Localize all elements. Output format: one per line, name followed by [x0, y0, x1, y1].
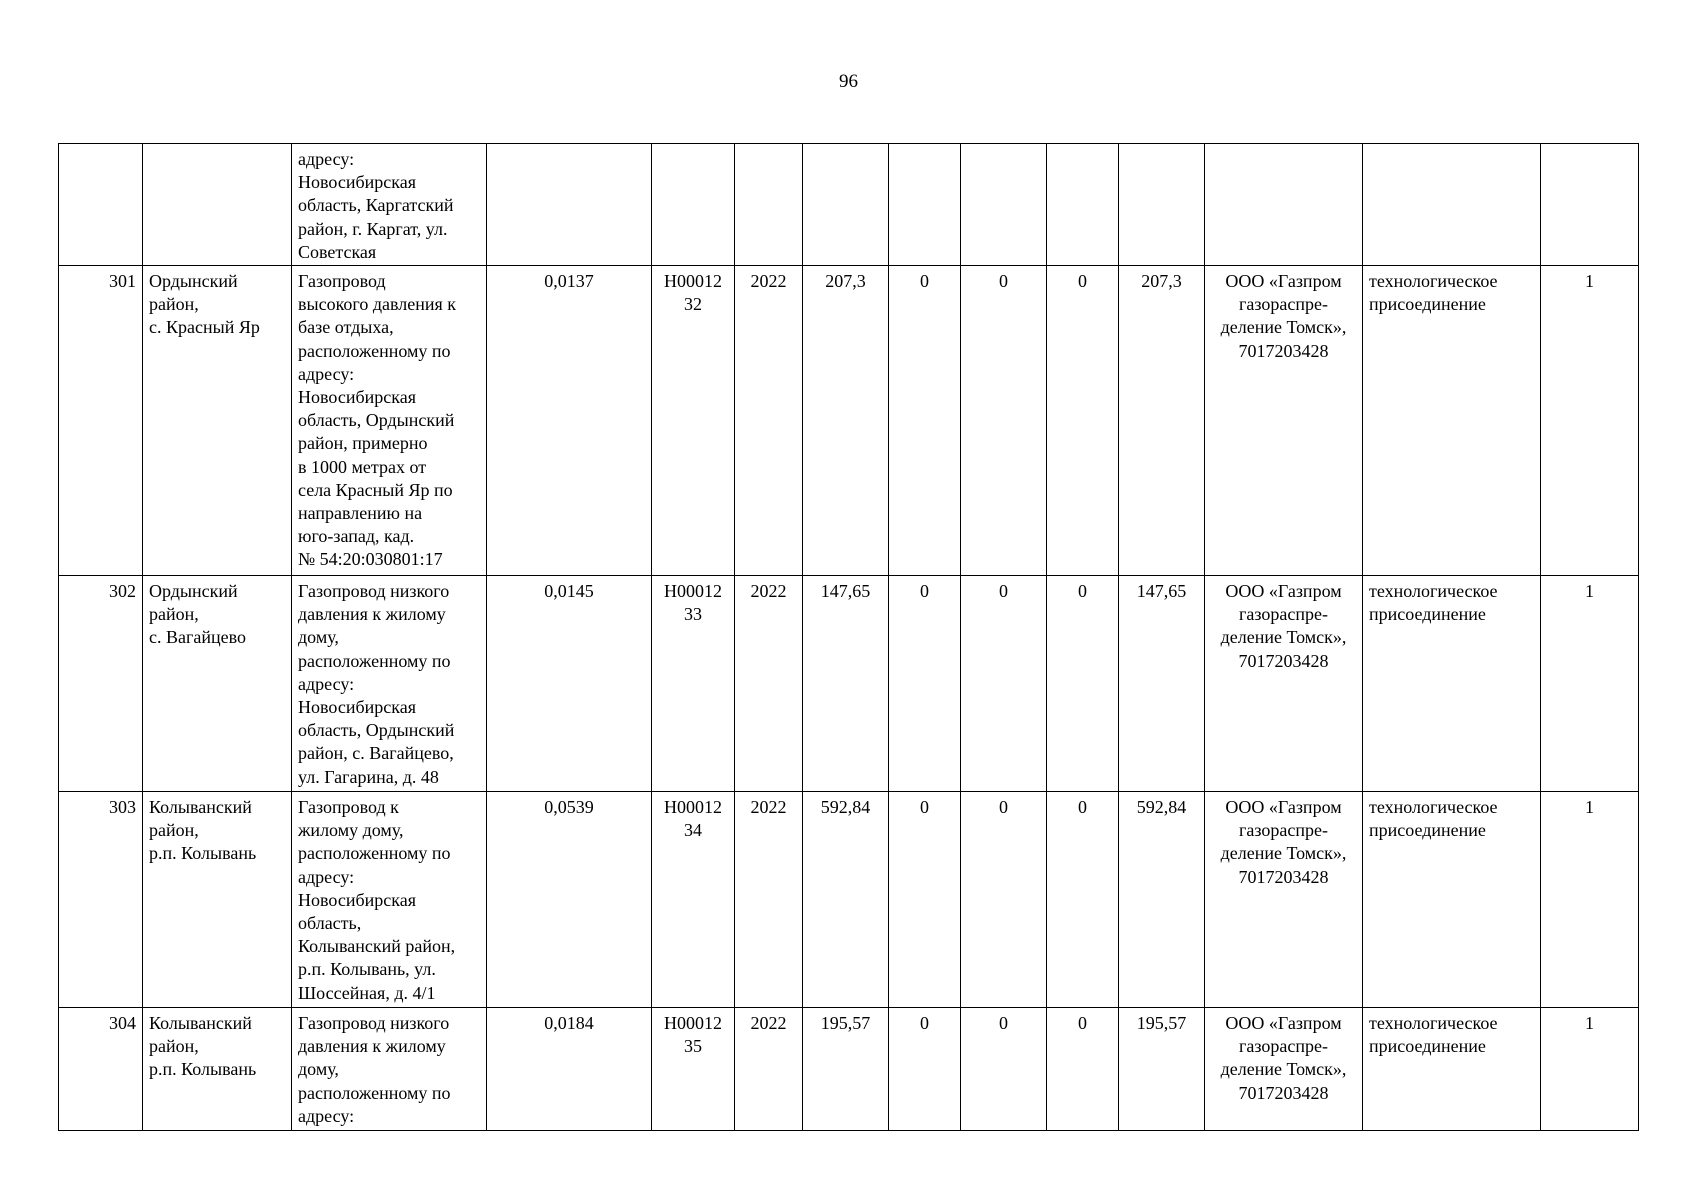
year-cell	[735, 144, 803, 266]
count-cell: 1	[1541, 576, 1639, 792]
location-cell: Ордынский район, с. Вагайцево	[143, 576, 292, 792]
value-cell-3: 0	[1047, 792, 1119, 1008]
total-cost-cell: 592,84	[803, 792, 889, 1008]
year-cell: 2022	[735, 792, 803, 1008]
value-cell-1	[889, 144, 961, 266]
inventory-code-cell	[652, 144, 735, 266]
row-number-cell	[59, 144, 143, 266]
table-row	[59, 144, 1639, 266]
table-row	[59, 1008, 1639, 1131]
owner-cell	[1205, 144, 1363, 266]
count-cell	[1541, 144, 1639, 266]
purpose-cell	[1363, 144, 1541, 266]
value-cell-3: 0	[1047, 1008, 1119, 1131]
length-cell	[487, 144, 652, 266]
owner-cell: ООО «Газпром газораспре- деление Томск», 7017203428	[1205, 1008, 1363, 1131]
value-cell-1: 0	[889, 266, 961, 576]
value-cell-4	[1119, 144, 1205, 266]
owner-cell: ООО «Газпром газораспре- деление Томск», 7017203428	[1205, 576, 1363, 792]
length-cell: 0,0539	[487, 792, 652, 1008]
purpose-cell: технологическое присоединение	[1363, 1008, 1541, 1131]
inventory-code-cell: Н00012 33	[652, 576, 735, 792]
length-cell: 0,0137	[487, 266, 652, 576]
value-cell-3: 0	[1047, 576, 1119, 792]
owner-cell: ООО «Газпром газораспре- деление Томск», 7017203428	[1205, 266, 1363, 576]
inventory-code-cell: Н00012 34	[652, 792, 735, 1008]
location-cell: Колыванский район, р.п. Колывань	[143, 1008, 292, 1131]
count-cell: 1	[1541, 792, 1639, 1008]
location-cell: Колыванский район, р.п. Колывань	[143, 792, 292, 1008]
page-number: 96	[839, 71, 858, 92]
description-cell: Газопровод высокого давления к базе отдыха, расположенному по адресу: Новосибирская область, Ордынский район, примерно в 1000 метрах от села Красный Яр по направлению на юго-запад, кад. № 54:20:030801:17	[292, 266, 487, 576]
length-cell: 0,0184	[487, 1008, 652, 1131]
registry-table	[58, 143, 1639, 1131]
purpose-cell: технологическое присоединение	[1363, 576, 1541, 792]
row-number-cell: 301	[59, 266, 143, 576]
value-cell-2	[961, 144, 1047, 266]
purpose-cell: технологическое присоединение	[1363, 266, 1541, 576]
length-cell: 0,0145	[487, 576, 652, 792]
value-cell-4: 207,3	[1119, 266, 1205, 576]
value-cell-4: 147,65	[1119, 576, 1205, 792]
row-number-cell: 303	[59, 792, 143, 1008]
value-cell-1: 0	[889, 792, 961, 1008]
location-cell	[143, 144, 292, 266]
description-cell: адресу: Новосибирская область, Каргатский район, г. Каргат, ул. Советская	[292, 144, 487, 266]
value-cell-4: 195,57	[1119, 1008, 1205, 1131]
total-cost-cell: 147,65	[803, 576, 889, 792]
value-cell-2: 0	[961, 576, 1047, 792]
total-cost-cell: 195,57	[803, 1008, 889, 1131]
count-cell: 1	[1541, 266, 1639, 576]
total-cost-cell: 207,3	[803, 266, 889, 576]
value-cell-2: 0	[961, 266, 1047, 576]
year-cell: 2022	[735, 576, 803, 792]
description-cell: Газопровод низкого давления к жилому дому, расположенному по адресу: Новосибирская область, Ордынский район, с. Вагайцево, ул. Гагарина, д. 48	[292, 576, 487, 792]
location-cell: Ордынский район, с. Красный Яр	[143, 266, 292, 576]
table-row	[59, 266, 1639, 576]
description-cell: Газопровод к жилому дому, расположенному по адресу: Новосибирская область, Колыванский район, р.п. Колывань, ул. Шоссейная, д. 4/1	[292, 792, 487, 1008]
value-cell-3: 0	[1047, 266, 1119, 576]
count-cell: 1	[1541, 1008, 1639, 1131]
inventory-code-cell: Н00012 35	[652, 1008, 735, 1131]
value-cell-1: 0	[889, 576, 961, 792]
inventory-code-cell: Н00012 32	[652, 266, 735, 576]
table-row	[59, 576, 1639, 792]
total-cost-cell	[803, 144, 889, 266]
value-cell-4: 592,84	[1119, 792, 1205, 1008]
value-cell-2: 0	[961, 792, 1047, 1008]
purpose-cell: технологическое присоединение	[1363, 792, 1541, 1008]
owner-cell: ООО «Газпром газораспре- деление Томск», 7017203428	[1205, 792, 1363, 1008]
year-cell: 2022	[735, 1008, 803, 1131]
value-cell-1: 0	[889, 1008, 961, 1131]
row-number-cell: 302	[59, 576, 143, 792]
table-row	[59, 792, 1639, 1008]
value-cell-2: 0	[961, 1008, 1047, 1131]
description-cell: Газопровод низкого давления к жилому дому, расположенному по адресу:	[292, 1008, 487, 1131]
row-number-cell: 304	[59, 1008, 143, 1131]
value-cell-3	[1047, 144, 1119, 266]
year-cell: 2022	[735, 266, 803, 576]
